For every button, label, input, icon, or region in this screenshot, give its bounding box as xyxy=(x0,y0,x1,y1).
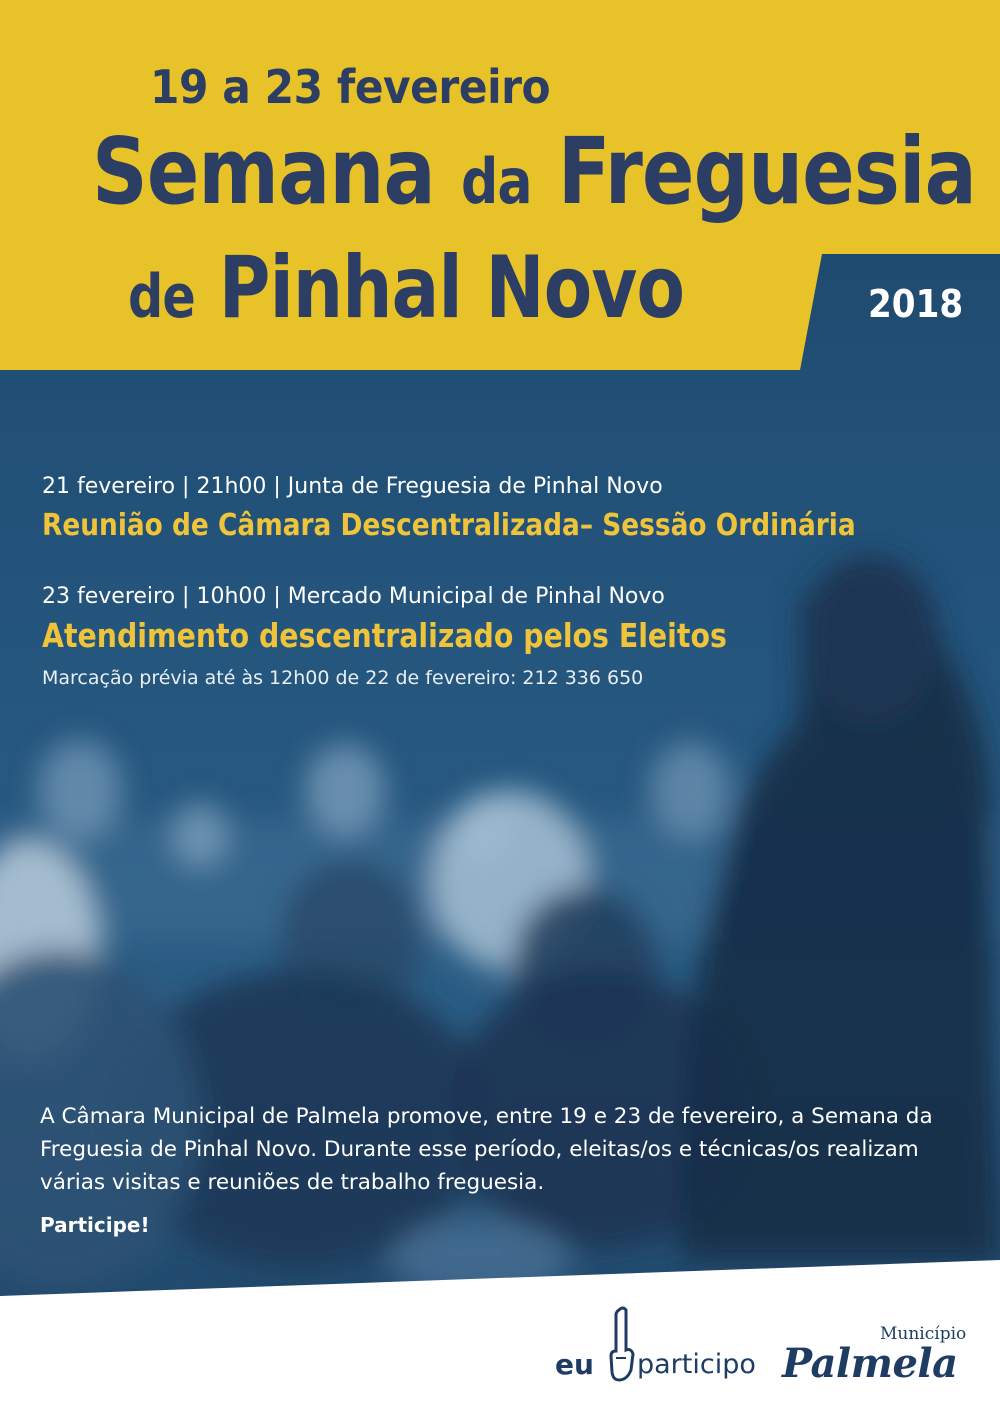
title-word-freguesia: Freguesia xyxy=(557,118,976,225)
event-2-meta: 23 fevereiro | 10h00 | Mercado Municipal de Pinhal Novo xyxy=(42,584,665,609)
event-2-note: Marcação prévia até às 12h00 de 22 de fevereiro: 212 336 650 xyxy=(42,667,644,689)
year-badge: 2018 xyxy=(868,282,964,326)
title-line-1 xyxy=(92,118,976,225)
title-word-da: da xyxy=(460,145,532,218)
event-1-title: Reunião de Câmara Descentralizada– Sessão Ordinária xyxy=(42,508,856,543)
title-line-2 xyxy=(128,238,684,338)
raised-hand-icon xyxy=(607,1306,637,1386)
logo-municipio-text: Município xyxy=(880,1324,967,1344)
description-paragraph: A Câmara Municipal de Palmela promove, entre 19 e 23 de fevereiro, a Semana da Freguesia de Pinhal Novo. Durante esse período, eleitas/os e técnicas/os realizam várias visitas e reuniões de trabalho freguesia. xyxy=(40,1104,933,1195)
event-1-meta: 21 fevereiro | 21h00 | Junta de Freguesia de Pinhal Novo xyxy=(42,474,663,499)
logo-eu-text: eu xyxy=(555,1348,594,1381)
footer-band xyxy=(0,1260,1000,1415)
event-date-range: 19 a 23 fevereiro xyxy=(150,60,551,114)
event-2-title: Atendimento descentralizado pelos Eleitos xyxy=(42,616,727,655)
title-place: Pinhal Novo xyxy=(218,238,685,338)
logo-palmela-text: Palmela xyxy=(782,1340,958,1387)
title-word-de: de xyxy=(128,262,195,332)
logo-participo-text: participo xyxy=(637,1349,756,1380)
title-word-semana: Semana xyxy=(92,118,435,225)
call-to-action: Participe! xyxy=(40,1213,150,1237)
